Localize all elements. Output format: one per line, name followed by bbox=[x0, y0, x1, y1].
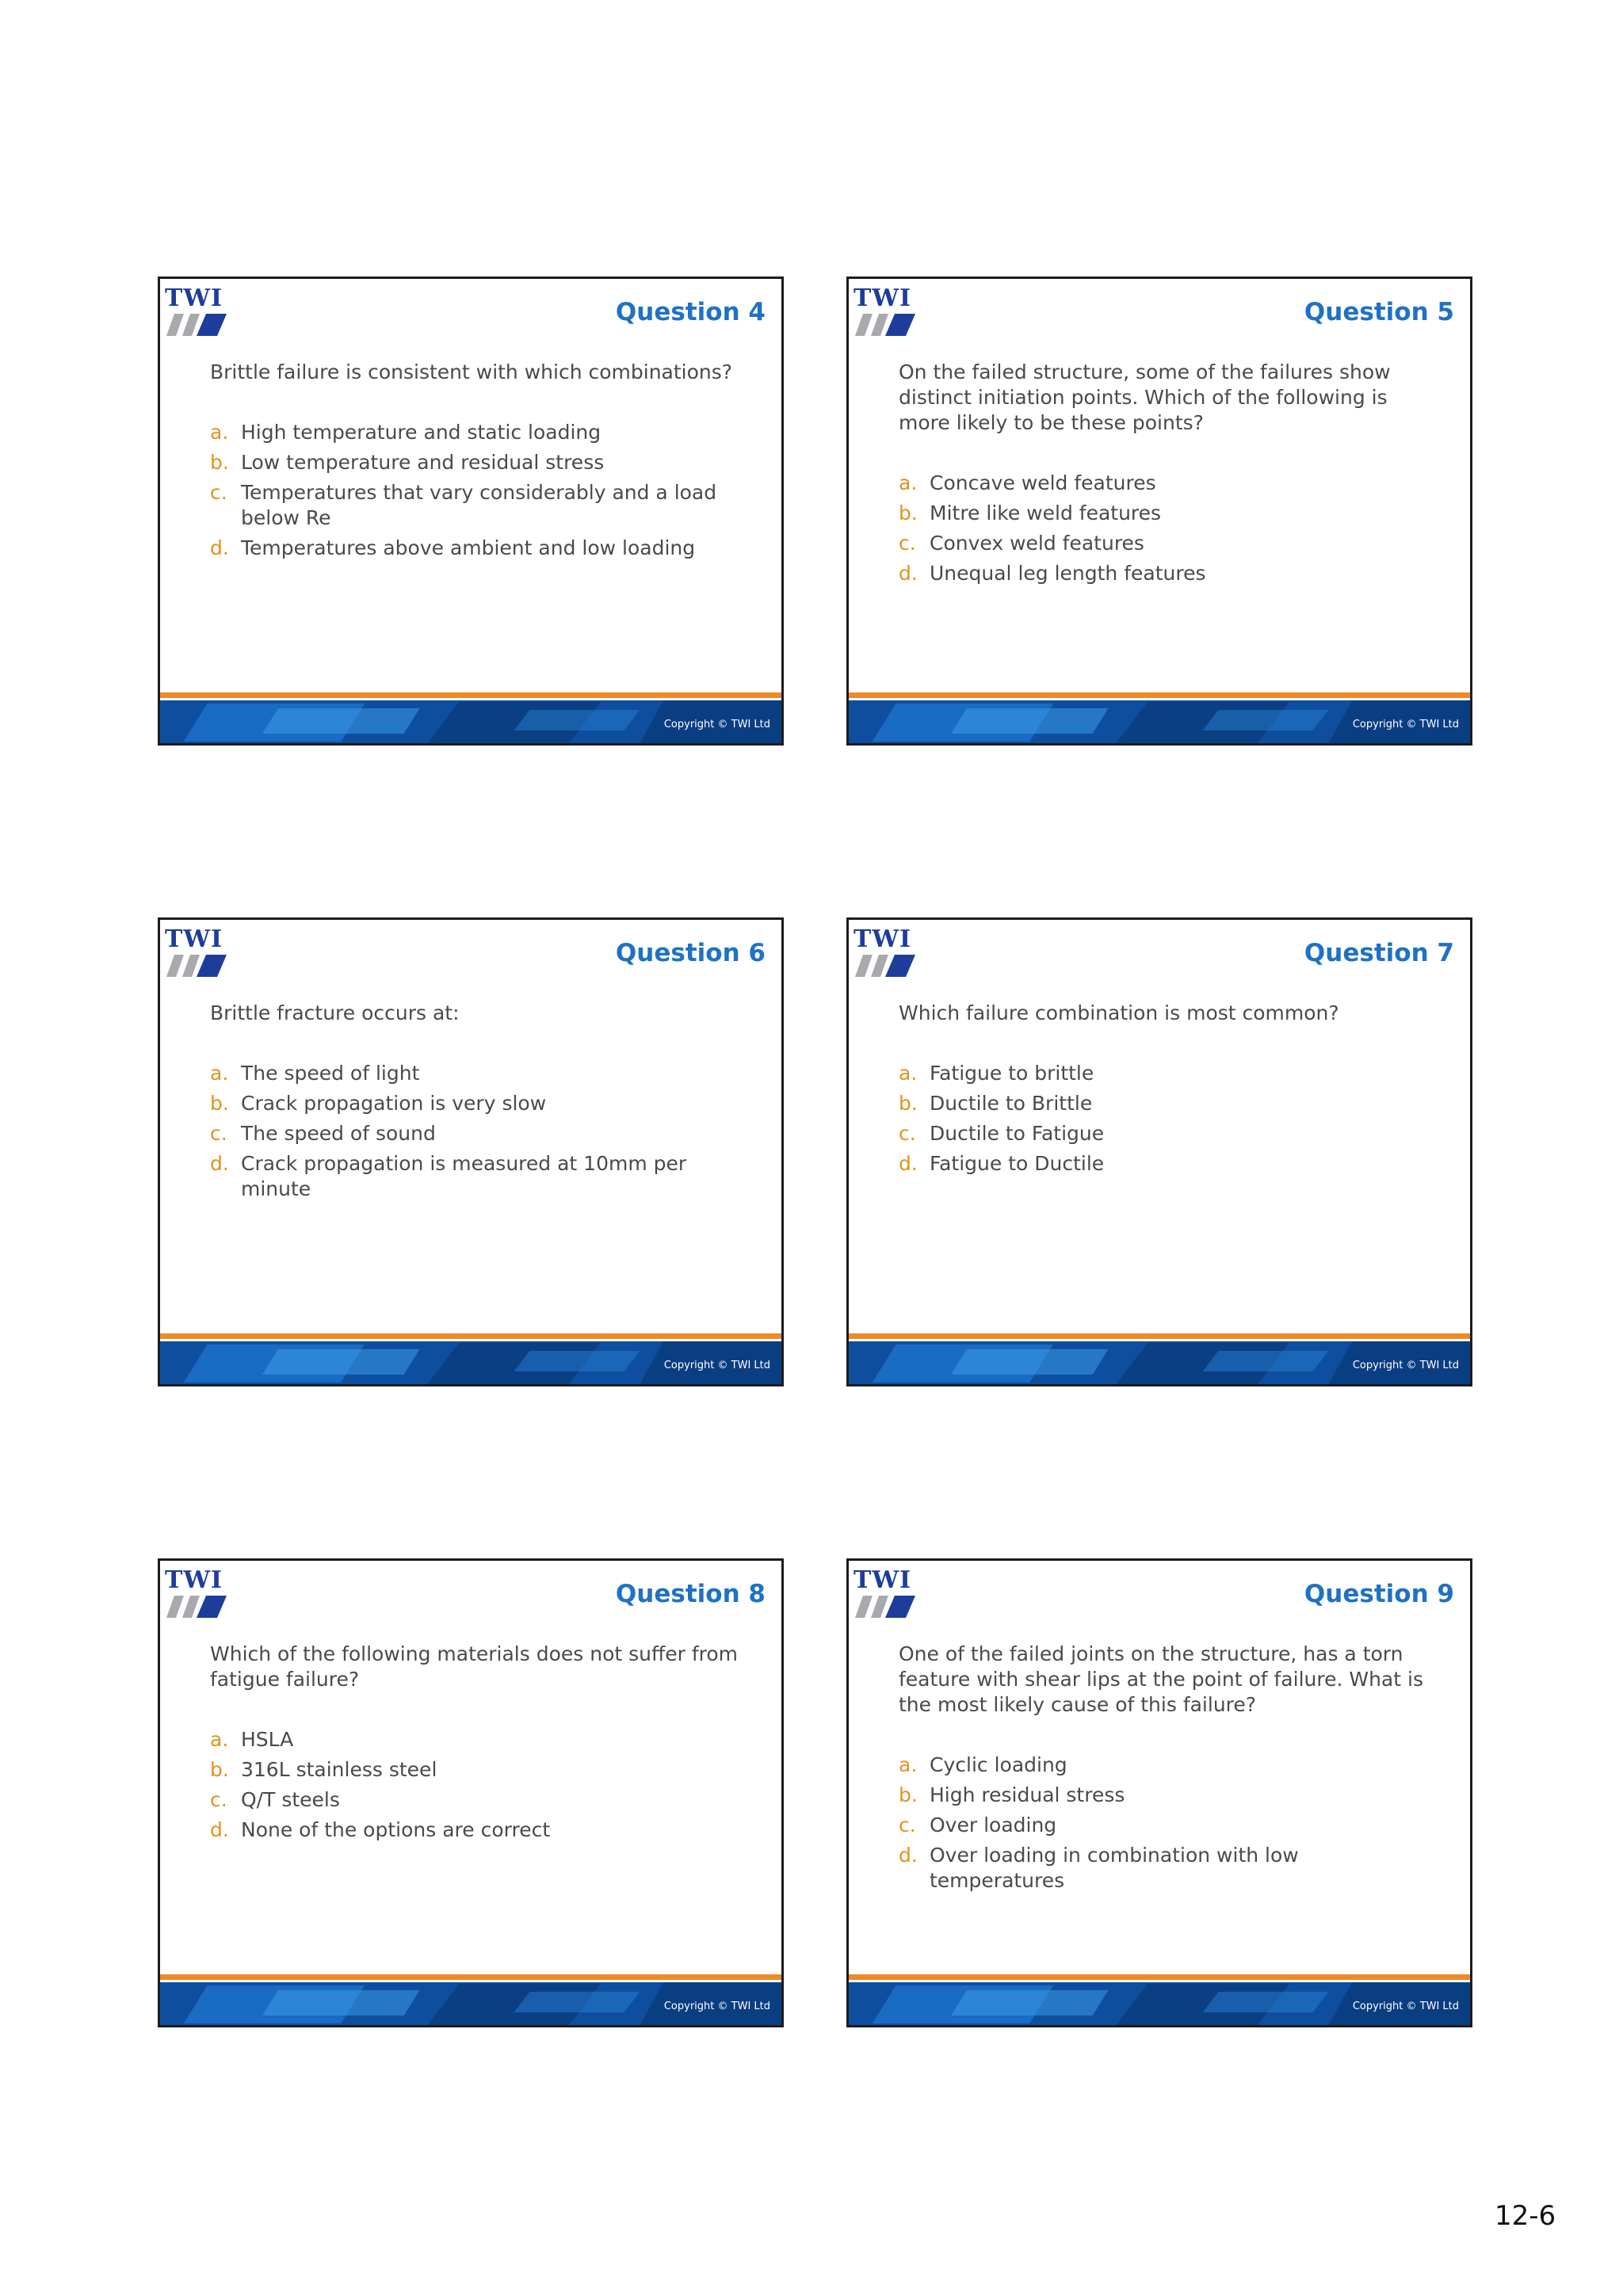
twi-logo-stripes-icon bbox=[166, 314, 227, 336]
option-letter: d. bbox=[899, 562, 918, 585]
slide-question-5 bbox=[846, 277, 1472, 746]
option-letter: a. bbox=[210, 1062, 229, 1085]
slide-footer-bar bbox=[849, 692, 1470, 743]
twi-logo-text: TWI bbox=[165, 1566, 223, 1594]
slide-question-8 bbox=[158, 1558, 784, 2027]
twi-logo-stripes-icon bbox=[166, 1596, 227, 1618]
slide-question-7 bbox=[846, 917, 1472, 1386]
answer-options bbox=[899, 1061, 1438, 1177]
option-letter: d. bbox=[899, 1844, 918, 1867]
option-text: Convex weld features bbox=[930, 532, 1144, 555]
question-text: One of the failed joints on the structure, has a torn feature with shear lips at the point of failure. What is the most likely cause of this failure? bbox=[899, 1642, 1423, 1716]
option-letter: d. bbox=[899, 1152, 918, 1175]
slide-body bbox=[210, 360, 749, 566]
twi-logo-stripes-icon bbox=[855, 1596, 915, 1618]
option-text: Concave weld features bbox=[930, 471, 1156, 494]
answer-option bbox=[210, 420, 749, 445]
question-text: On the failed structure, some of the failures show distinct initiation points. Which of the following is more likely to be these points? bbox=[899, 360, 1391, 434]
answer-option bbox=[899, 1061, 1438, 1086]
copyright-text: Copyright © TWI Ltd bbox=[663, 1360, 770, 1371]
slide-question-4 bbox=[158, 277, 784, 746]
page-number: 12-6 bbox=[1495, 2200, 1556, 2232]
option-letter: a. bbox=[210, 1728, 229, 1751]
slide-question-9 bbox=[846, 1558, 1472, 2027]
option-letter: c. bbox=[899, 1122, 916, 1145]
option-text: Low temperature and residual stress bbox=[241, 451, 605, 474]
twi-logo-text: TWI bbox=[854, 284, 912, 312]
option-text: Q/T steels bbox=[241, 1788, 340, 1811]
option-text: Cyclic loading bbox=[930, 1753, 1067, 1776]
option-letter: c. bbox=[210, 481, 227, 504]
twi-logo bbox=[165, 284, 228, 339]
option-text: Crack propagation is measured at 10mm per minute bbox=[241, 1152, 687, 1200]
option-text: Temperatures above ambient and low loading bbox=[241, 536, 696, 559]
option-letter: b. bbox=[210, 1092, 229, 1115]
twi-logo bbox=[854, 1566, 917, 1621]
option-text: The speed of sound bbox=[241, 1122, 436, 1145]
answer-options bbox=[210, 1727, 749, 1843]
answer-option bbox=[899, 1753, 1438, 1778]
answer-option bbox=[899, 531, 1438, 556]
option-text: Over loading bbox=[930, 1814, 1057, 1836]
option-text: The speed of light bbox=[241, 1062, 420, 1085]
answer-options bbox=[210, 420, 749, 561]
answer-option bbox=[210, 1091, 749, 1116]
option-text: Crack propagation is very slow bbox=[241, 1092, 547, 1115]
answer-option bbox=[899, 1151, 1438, 1177]
option-letter: b. bbox=[899, 1092, 918, 1115]
twi-logo bbox=[854, 925, 917, 980]
option-letter: c. bbox=[210, 1122, 227, 1145]
answer-option bbox=[210, 1787, 749, 1813]
option-text: Fatigue to Ductile bbox=[930, 1152, 1105, 1175]
option-text: High residual stress bbox=[930, 1783, 1125, 1806]
answer-option bbox=[210, 1121, 749, 1146]
twi-logo-stripes-icon bbox=[855, 314, 915, 336]
slide-title: Question 7 bbox=[1304, 939, 1454, 967]
slide-title: Question 4 bbox=[615, 298, 766, 326]
option-text: HSLA bbox=[241, 1728, 294, 1751]
answer-option bbox=[899, 1091, 1438, 1116]
question-text: Brittle fracture occurs at: bbox=[210, 1001, 460, 1024]
twi-logo-stripes-icon bbox=[855, 955, 915, 977]
twi-logo-text: TWI bbox=[165, 284, 223, 312]
option-letter: d. bbox=[210, 536, 229, 559]
option-text: None of the options are correct bbox=[241, 1818, 551, 1841]
option-text: Over loading in combination with low temperatures bbox=[930, 1844, 1299, 1892]
copyright-text: Copyright © TWI Ltd bbox=[1352, 719, 1459, 730]
answer-option bbox=[210, 450, 749, 475]
answer-option bbox=[899, 1121, 1438, 1146]
copyright-text: Copyright © TWI Ltd bbox=[1352, 2000, 1459, 2012]
option-text: Mitre like weld features bbox=[930, 502, 1162, 524]
slide-body bbox=[899, 1001, 1438, 1181]
option-letter: a. bbox=[210, 421, 229, 444]
answer-option bbox=[899, 501, 1438, 526]
twi-logo bbox=[854, 284, 917, 339]
option-letter: a. bbox=[899, 1753, 918, 1776]
option-letter: c. bbox=[899, 532, 916, 555]
twi-logo-stripes-icon bbox=[166, 955, 227, 977]
twi-logo bbox=[165, 925, 228, 980]
answer-option bbox=[210, 480, 749, 531]
answer-option bbox=[899, 1783, 1438, 1808]
option-text: Fatigue to brittle bbox=[930, 1062, 1094, 1085]
answer-option bbox=[899, 1813, 1438, 1838]
option-letter: d. bbox=[210, 1818, 229, 1841]
answer-options bbox=[899, 1753, 1438, 1894]
option-text: Unequal leg length features bbox=[930, 562, 1206, 585]
option-letter: a. bbox=[899, 471, 918, 494]
slide-title: Question 8 bbox=[615, 1580, 766, 1608]
answer-option bbox=[210, 1061, 749, 1086]
answer-option bbox=[899, 471, 1438, 496]
answer-option bbox=[899, 561, 1438, 586]
slide-title: Question 9 bbox=[1304, 1580, 1454, 1608]
option-letter: b. bbox=[899, 1783, 918, 1806]
option-letter: b. bbox=[899, 502, 918, 524]
slide-body bbox=[899, 1642, 1438, 1898]
copyright-text: Copyright © TWI Ltd bbox=[1352, 1360, 1459, 1371]
answer-option bbox=[210, 1727, 749, 1753]
option-letter: b. bbox=[210, 1758, 229, 1781]
option-text: High temperature and static loading bbox=[241, 421, 601, 444]
option-text: 316L stainless steel bbox=[241, 1758, 437, 1781]
option-text: Ductile to Brittle bbox=[930, 1092, 1093, 1115]
option-letter: c. bbox=[899, 1814, 916, 1836]
copyright-text: Copyright © TWI Ltd bbox=[663, 2000, 770, 2012]
slide-footer-bar bbox=[160, 1974, 781, 2025]
question-text: Which failure combination is most common? bbox=[899, 1001, 1339, 1024]
answer-option bbox=[210, 1757, 749, 1783]
option-text: Ductile to Fatigue bbox=[930, 1122, 1105, 1145]
option-letter: d. bbox=[210, 1152, 229, 1175]
slide-body bbox=[210, 1001, 749, 1207]
answer-option bbox=[899, 1843, 1438, 1894]
copyright-text: Copyright © TWI Ltd bbox=[663, 719, 770, 730]
answer-options bbox=[899, 471, 1438, 586]
slide-footer-bar bbox=[160, 692, 781, 743]
answer-options bbox=[210, 1061, 749, 1202]
twi-logo-text: TWI bbox=[165, 925, 223, 953]
slide-title: Question 5 bbox=[1304, 298, 1454, 326]
answer-option bbox=[210, 536, 749, 561]
option-letter: a. bbox=[899, 1062, 918, 1085]
option-text: Temperatures that vary considerably and a load below Re bbox=[241, 481, 717, 529]
slide-footer-bar bbox=[849, 1974, 1470, 2025]
question-text: Brittle failure is consistent with which combinations? bbox=[210, 360, 733, 383]
slide-question-6 bbox=[158, 917, 784, 1386]
slide-body bbox=[210, 1642, 749, 1848]
answer-option bbox=[210, 1151, 749, 1202]
option-letter: c. bbox=[210, 1788, 227, 1811]
slide-body bbox=[899, 360, 1438, 591]
question-text: Which of the following materials does not suffer from fatigue failure? bbox=[210, 1642, 739, 1691]
option-letter: b. bbox=[210, 451, 229, 474]
twi-logo-text: TWI bbox=[854, 1566, 912, 1594]
slide-footer-bar bbox=[160, 1333, 781, 1384]
twi-logo bbox=[165, 1566, 228, 1621]
answer-option bbox=[210, 1817, 749, 1843]
slide-footer-bar bbox=[849, 1333, 1470, 1384]
slide-title: Question 6 bbox=[615, 939, 766, 967]
twi-logo-text: TWI bbox=[854, 925, 912, 953]
